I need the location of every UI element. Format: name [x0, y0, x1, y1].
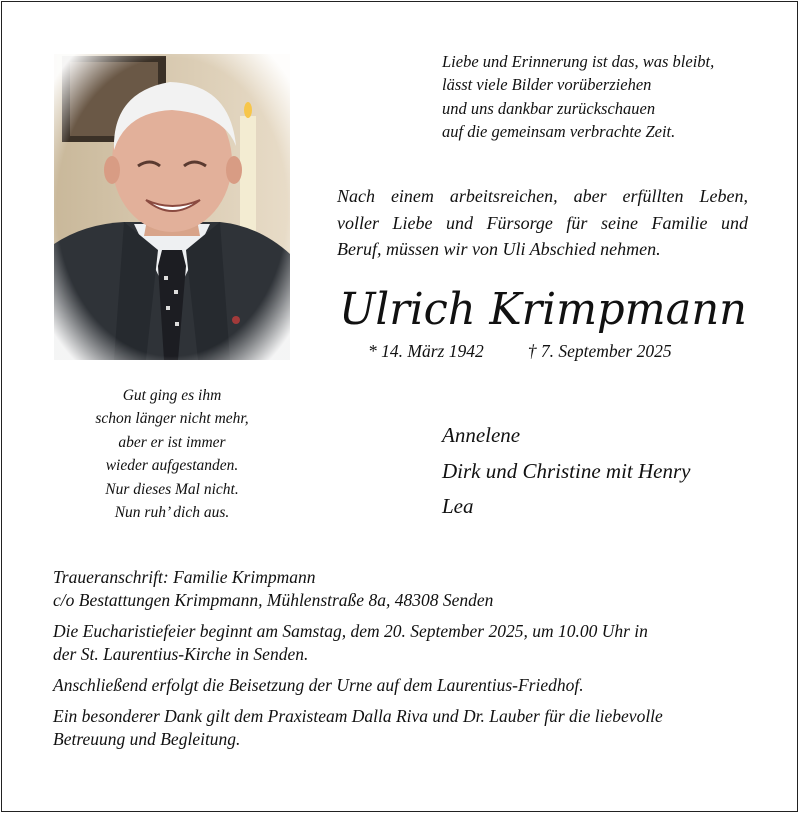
quote-line: Liebe und Erinnerung ist das, was bleibt,	[442, 52, 715, 71]
mass-info	[53, 620, 753, 666]
thanks-line: Ein besonderer Dank gilt dem Praxisteam Dalla Riva und Dr. Lauber für die liebevolle	[53, 706, 663, 726]
intro-line: voller Liebe und Fürsorge für seine Familie und	[337, 212, 748, 233]
deceased-name	[337, 276, 750, 338]
intro-line: Nach einem arbeitsreichen, aber erfüllten Leben,	[337, 186, 748, 206]
poem-line: Nur dieses Mal nicht.	[105, 480, 239, 498]
poem-line: Nun ruh’ dich aus.	[114, 504, 230, 522]
poem-line: aber er ist immer	[118, 433, 226, 451]
quote-line: auf die gemeinsam verbrachte Zeit.	[442, 121, 676, 141]
burial-info	[53, 674, 753, 697]
mourning-address	[53, 566, 753, 612]
burial-line: Anschließend erfolgt die Beisetzung der Urne auf dem Laurentius-Friedhof.	[53, 675, 584, 695]
mourners-list	[442, 418, 690, 525]
quote-line: und uns dankbar zurückschauen	[442, 98, 656, 118]
mass-line: der St. Laurentius-Kirche in Senden.	[53, 644, 309, 664]
poem	[54, 384, 290, 524]
deceased-name-text: Ulrich Krimpmann	[339, 284, 747, 335]
intro-text	[337, 183, 748, 263]
mass-line: Die Eucharistiefeier beginnt am Samstag, dem 20. September 2025, um 10.00 Uhr in	[53, 621, 648, 641]
birth-date: * 14. März 1942	[368, 341, 484, 361]
death-date: † 7. September 2025	[527, 341, 672, 361]
address-line: c/o Bestattungen Krimpmann, Mühlenstraße 8a, 48308 Senden	[53, 590, 494, 610]
notice-details	[53, 566, 753, 759]
poem-line: wieder aufgestanden.	[105, 457, 239, 475]
life-dates	[368, 341, 672, 362]
mourner: Annelene	[442, 423, 521, 447]
poem-line: Gut ging es ihm	[122, 387, 222, 404]
portrait-photo	[54, 54, 290, 360]
address-line: Traueranschrift: Familie Krimpmann	[53, 567, 316, 587]
thanks-line: Betreuung und Begleitung.	[53, 729, 241, 749]
mourner: Lea	[442, 494, 474, 518]
memorial-quote	[442, 50, 762, 143]
mourner: Dirk und Christine mit Henry	[442, 458, 691, 483]
quote-line: lässt viele Bilder vorüberziehen	[442, 75, 652, 95]
intro-line: Beruf, müssen wir von Uli Abschied nehmen.	[337, 239, 661, 259]
poem-line: schon länger nicht mehr,	[95, 410, 249, 428]
thanks-info	[53, 705, 753, 751]
